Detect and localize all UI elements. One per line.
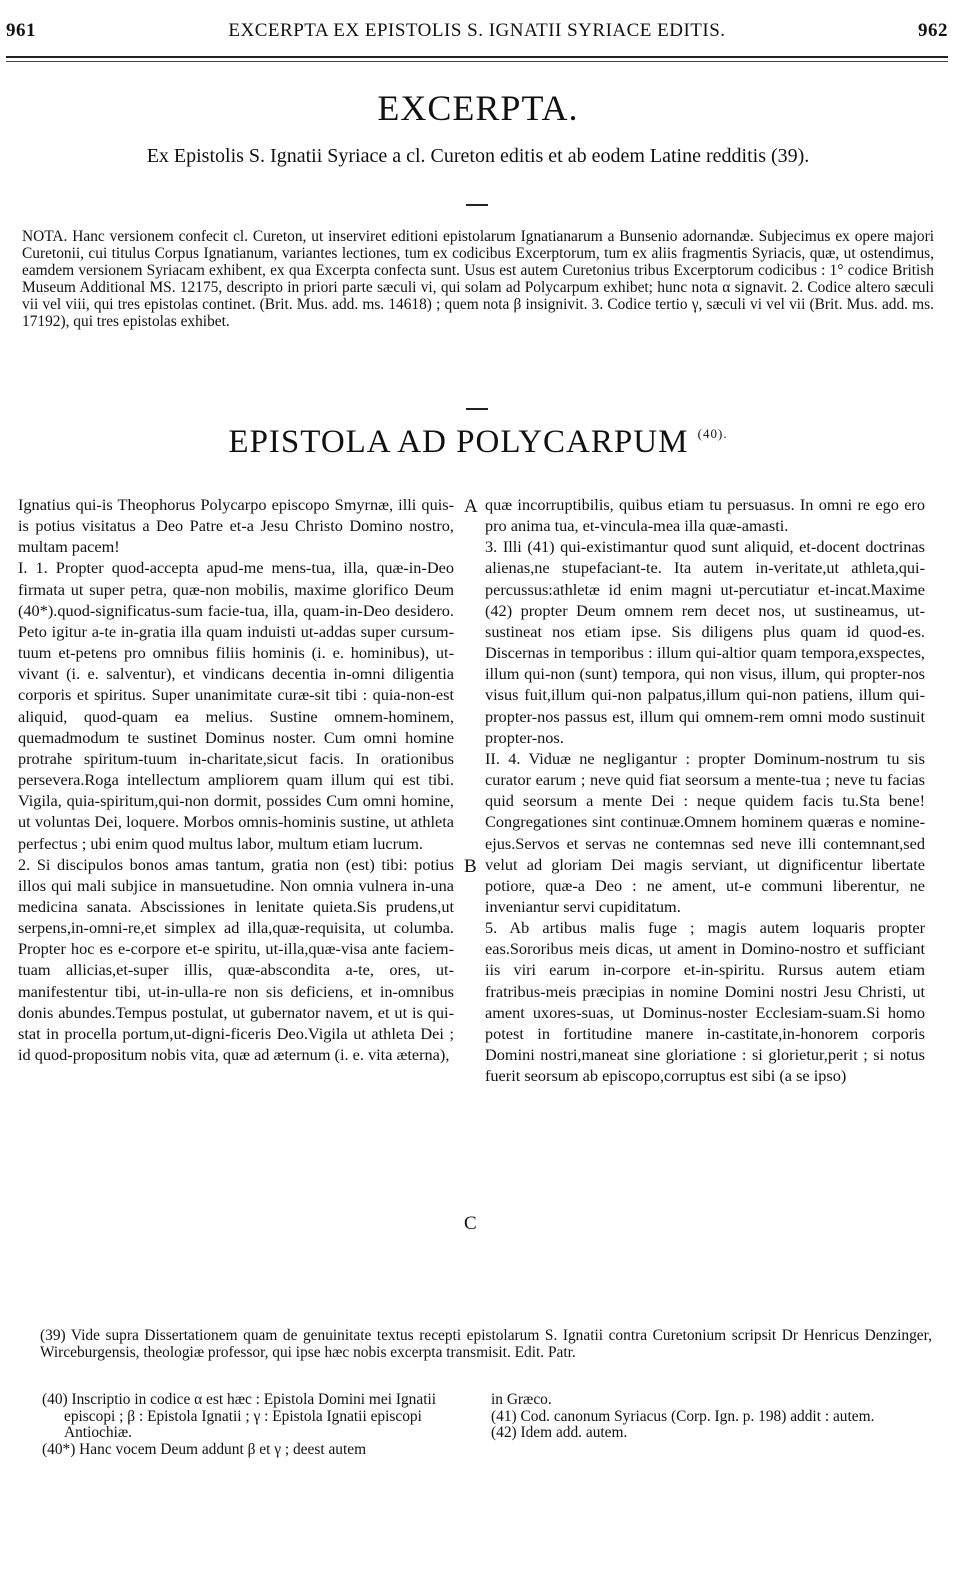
footnotes-left [42,1392,482,1458]
running-title: EXCERPTA EX EPISTOLIS S. IGNATII SYRIACE EDITIS. [228,20,726,41]
margin-marker-a: A [464,496,478,517]
footnote-39-text: (39) Vide supra Dissertationem quam de genuinitate textus recepti epistolarum S. Ignatii contra Curetonium scripsit Dr Henricus Denzinger, Wirceburgensis, theologiæ professor, qui ipse hæc nobis excerpta transmisit. Edit. Patr. [40,1327,932,1361]
paragraph-3: 3. Illi (41) qui-existimantur quod sunt aliquid, et-docent doctrinas alienas,ne stupefaciant-te. Ita autem in-veritate,ut athleta,qui-percussus:athletæ id enim magni ut-percutiatur et-incat.Maxime (42) propter Deum omnem rem decet nos, ut sustineamus, ut-sustineat nos etiam ipse. Sis diligens plus quam id quod-es. Discernas in temporibus : illum qui-altior quam tempora,exspectes, illum qui-non (sunt) tempora, qui non visus, illum, qui propter-nos visus fuit,illum qui-non palpatus,illum qui-non patiens, illum qui-propter-nos passus est, illum qui omnem-rem omni modo sustinuit propter-nos. [485,537,925,747]
section-title: EXCERPTA. [377,88,579,128]
paragraph-salutation: Ignatius qui-is Theophorus Polycarpo episcopo Smyrnæ, illi quis-is potius visitatus a Deo Patre et-a Jesu Christo Domino nostro, multam pacem! [18,495,454,557]
footnote-40: (40) Inscriptio in codice α est hæc : Epistola Domini mei Ignatii episcopi ; β : Epistola Ignatii ; γ : Epistola Ignatii episcopi Antiochiæ. [42,1391,437,1441]
column-right [485,494,925,1086]
margin-marker-b: B [464,856,477,877]
epistle-heading [0,424,956,461]
paragraph-1: I. 1. Propter quod-accepta apud-me mens-tua, illa, quæ-in-Deo firmata ut super petra, quæ-non mobilis, maxime glorifico Deum (40*).quod-significatus-sum facie-tua, illa, quam-in-Deo desidero. Peto igitur a-te in-gratia illa quam induisti ut-addas super cursum-tuum et-petens pro omnibus filiis hominis (i. e. hominibus), ut-vivant (i. e. salventur), et vindicans decentia in-omni diligentia corporis et spiritus. Super unanimitate curæ-sit tibi : quia-non-est aliquid, quod-quam ea melius. Sustine omnem-hominem, quemadmodum te sustinet Dominus noster. Cum omni homine protrahe spiritum-tuum in-charitate,sicut facis. In orationibus persevera.Roga intellectum ampliorem quam illum qui est tibi. Vigila, quia-spiritum,qui-non dormit, possides Cum omni homine, ut voluntas Dei, loquere. Morbos omnis-hominis sustine, ut athleta perfectus ; ubi enim quod multus labor, multum etiam lucrum. [18,558,454,853]
header-rule [6,56,948,58]
column-left [18,494,454,1065]
separator-dash [466,204,488,206]
paragraph-4: II. 4. Viduæ ne negligantur : propter Dominum-nostrum tu sis curator earum ; neve quid fiat seorsum a mente-tua ; neve tu facias quid seorsum a mente Dei : neque quidem facis tu.Sta bene! Congregationes sint continuæ.Omnem hominem quæras e nomine-ejus.Servos et servas ne contemnas sed neve illi contemnant,sed velut ad gloriam Dei magis serviant, ut dignificentur libertate potiore, quæ-a Deo : ne ament, ut-e communi liberentur, ne inveniantur servi cupiditatum. [485,748,925,916]
paragraph-5: 5. Ab artibus malis fuge ; magis autem loquaris propter eas.Sororibus meis dicas, ut ament in Domino-nostro et sufficiant iis viri earum in-corpore et-in-spiritu. Rursus autem etiam fratribus-meis præcipias in nomine Domini nostri Jesu Christi, ut ament uxores-suas, ut Dominus-noster Ecclesiam-suam.Si homo potest in fortitudine manere in-castitate,in-honorem corporis Domini nostri,maneat sine gloriatione : si glorietur,perit ; si notus fuerit seorsum ab episcopo,corruptus est sibi (a se ipso) [485,918,925,1086]
paragraph-2: 2. Si discipulos bonos amas tantum, gratia non (est) tibi: potius illos qui mali subjice in mansuetudine. Non omnia vulnera in-una medicina sanata. Abscissiones in lenitate quieta.Sis prudens,ut serpens,in-omni-re,et simplex ad illa,quæ-requisita, ut columba. Propter hoc es e-corpore et-e spiritu, ut-illa,quæ-visa ante faciem-tuam allicias,et-super illis, quæ-abscondita a-te, ores, ut-manifestentur tibi, ut-in-ulla-re non sis deficiens, et in-omnibus donis abundes.Tempus postulat, ut gubernator navem, et ut is qui-stat in procella portum,ut-digni-ficeris Deo.Vigila ut athleta Dei ; id quod-propositum nobis vita, quæ ad æternum (i. e. vita æterna), [18,854,454,1065]
paragraph-continuation: quæ incorruptibilis, quibus etiam tu persuasus. In omni re ego ero pro anima tua, et-vincula-mea illa quæ-amasti. [485,495,925,536]
section-subtitle: Ex Epistolis S. Ignatii Syriace a cl. Cureton editis et ab eodem Latine redditis (39). [146,145,810,167]
footnote-40-star: (40*) Hanc vocem Deum addunt β et γ ; deest autem [42,1440,367,1458]
epistle-title: EPISTOLA AD POLYCARPUM [228,424,689,460]
footnotes-right [491,1392,931,1442]
footnote-42: (42) Idem add. autem. [491,1424,628,1441]
footnote-41: (41) Cod. canonum Syriacus (Corp. Ign. p. 198) addit : autem. [491,1407,875,1425]
separator-dash-2 [466,408,488,410]
nota-paragraph: NOTA. Hanc versionem confecit cl. Cureton, ut inserviret editioni epistolarum Ignatianarum a Bunsenio adornandæ. Subjecimus ex opere majori Curetonii, cui titulus Corpus Ignatianum, variantes lectiones, tum ex codicibus Excerptorum, tum ex aliis fragmentis Syriacis, quæ, ut ostendimus, eamdem versionem Syriacam exhibent, ex qua Excerpta confecta sunt. Usus est autem Curetonius tribus Excerptorum codicibus : 1° codice British Museum Additional MS. 12175, descripto in priori parte sæculi vi, qui solam ad Polycarpum exhibet; hunc nota α signavit. 2. Codice altero sæculi vii vel viii, qui tres epistolas continet. (Brit. Mus. add. ms. 14618) ; quem nota β insignivit. 3. Codice tertio γ, sæculi vi vel vii (Brit. Mus. add. ms. 17192), qui tres epistolas exhibet. [22,228,934,330]
page-number-left: 961 [6,20,36,41]
margin-marker-c: C [464,1213,477,1234]
footnote-40-continued: in Græco. [491,1391,552,1408]
page-number-right: 962 [918,20,948,41]
epistle-footnote-ref: (40). [697,426,728,441]
running-head [6,20,948,46]
header-rule-thin [6,61,948,62]
footnote-39 [18,1328,932,1361]
